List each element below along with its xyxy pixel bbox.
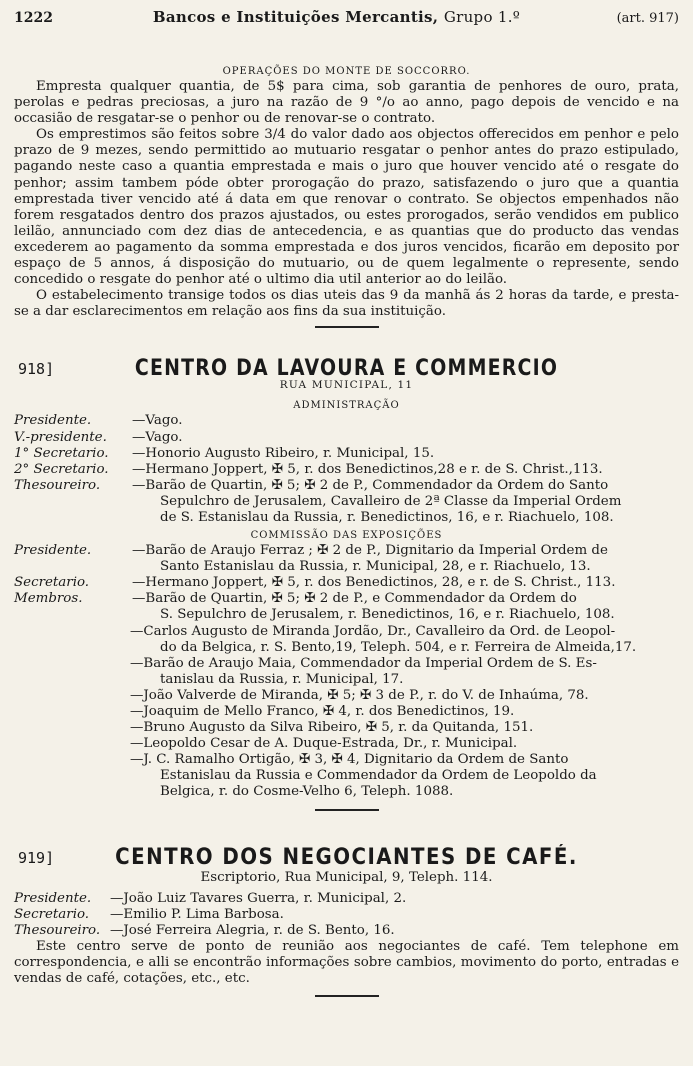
admin-label: ADMINISTRAÇÃO bbox=[293, 400, 400, 412]
section-title: CENTRO DA LAVOURA E COMMERCIO bbox=[134, 356, 559, 382]
officer-row: Presidente. —João Luiz Tavares Guerra, r. Municipal, 2. bbox=[14, 890, 407, 906]
member-line: —Leopoldo Cesar de A. Duque-Estrada, Dr., r. Municipal. bbox=[130, 736, 518, 752]
section-number: 919] bbox=[18, 848, 55, 867]
member-line: —Carlos Augusto de Miranda Jordão, Dr., Cavalleiro da Ord. de Leopol- bbox=[130, 623, 616, 639]
member-line: —Joaquim de Mello Franco, ✠ 4, r. dos Benedictinos, 19. bbox=[130, 704, 515, 719]
header-group: Grupo 1.º bbox=[443, 8, 521, 26]
section-divider bbox=[315, 809, 379, 811]
section-918-head bbox=[14, 356, 679, 396]
continuation-line: Estanislau da Russia e Commendador da Ordem de Leopoldo da bbox=[160, 768, 597, 784]
running-header bbox=[14, 8, 679, 34]
page-number: 1222 bbox=[14, 10, 53, 26]
officer-row: Thesoureiro. —Barão de Quartin, ✠ 5; ✠ 2 de P., Commendador da Ordem do Santo bbox=[14, 477, 609, 493]
member-line: —Barão de Araujo Maia, Commendador da Imperial Ordem de S. Es- bbox=[130, 655, 597, 671]
officer-row: Thesoureiro. —José Ferreira Alegria, r. de S. Bento, 16. bbox=[14, 922, 395, 938]
continuation-line: do da Belgica, r. S. Bento,19, Teleph. 504, e r. Ferreira de Almeida,17. bbox=[160, 639, 637, 655]
member-line: —João Valverde de Miranda, ✠ 5; ✠ 3 de P., r. do V. de Inhaúma, 78. bbox=[130, 687, 589, 703]
section-address: Escriptorio, Rua Municipal, 9, Teleph. 114. bbox=[200, 869, 493, 885]
officer-row: Presidente. —Vago. bbox=[14, 413, 183, 429]
continuation-line: Sepulchro de Jerusalem, Cavalleiro de 2ª Classe da Imperial Ordem bbox=[160, 493, 622, 509]
officer-row: 2° Secretario. —Hermano Joppert, ✠ 5, r. dos Benedictinos,28 e r. de S. Christ.,113. bbox=[14, 461, 603, 477]
section-number: 918] bbox=[18, 360, 55, 379]
commission-label: COMMISSÃO DAS EXPOSIÇÕES bbox=[250, 530, 443, 542]
monte-paragraph-3: O estabelecimento transige todos os dias uteis das 9 da manhã ás 2 horas da tarde, e presta-se a dar esclarecimentos em relação aos fins da sua instituição. bbox=[14, 288, 679, 320]
section-divider bbox=[315, 995, 379, 997]
monte-paragraph-2: Os emprestimos são feitos sobre 3/4 do valor dado aos objectos offerecidos em penhor e pelo prazo de 9 mezes, sendo permittido ao mutuario resgatar o penhor antes do prazo estipulado, pagando neste caso a quantia emprestada e mais o juro que houver vencido até o resgate do penhor; assim tambem póde obter prorogação do prazo, satisfazendo o juro que a quantia emprestada tiver vencido até á data em que renovar o contrato. Se objectos empenhados não forem resgatados dentro dos prazos ajustados, ou estes prorogados, serão vendidos em publico leilão, annunciado com dez dias de antecedencia, e as quantias que do producto das vendas excederem ao pagamento da somma emprestada e dos juros vencidos, ficarão em deposito por espaço de 5 annos, á disposição do mutuario, ou de quem legalmente o represente, sendo concedido o resgate do penhor até o ultimo dia util anterior ao do leilão. bbox=[14, 127, 679, 288]
continuation-line: Santo Estanislau da Russia, r. Municipal, 28, e r. Riachuelo, 13. bbox=[160, 559, 591, 575]
header-title: Bancos e Instituições Mercantis, Grupo 1.º bbox=[152, 8, 521, 26]
monte-paragraph-1: Empresta qualquer quantia, de 5$ para cima, sob garantia de penhores de ouro, prata, perolas e pedras preciosas, a juro na razão de 9 °/o ao anno, pago depois de vencido e na occasião de resgatar-se o penhor ou de renovar-se o contrato. bbox=[14, 79, 679, 127]
continuation-line: tanislau da Russia, r. Municipal, 17. bbox=[160, 671, 404, 687]
officer-row: Secretario. —Hermano Joppert, ✠ 5, r. dos Benedictinos, 28, e r. de S. Christ., 113. bbox=[14, 575, 616, 591]
officer-row: Membros. —Barão de Quartin, ✠ 5; ✠ 2 de P., e Commendador da Ordem do bbox=[14, 591, 577, 607]
section-919-head bbox=[14, 845, 679, 887]
officer-row: V.-presidente. —Vago. bbox=[14, 429, 183, 445]
continuation-line: S. Sepulchro de Jerusalem, r. Benedictinos, 16, e r. Riachuelo, 108. bbox=[160, 607, 615, 623]
continuation-line: Belgica, r. do Cosme-Velho 6, Teleph. 1088. bbox=[160, 784, 454, 800]
document-page bbox=[14, 8, 679, 997]
member-line: —J. C. Ramalho Ortigão, ✠ 3, ✠ 4, Dignitario da Ordem de Santo bbox=[130, 752, 569, 768]
monte-subtitle: OPERAÇÕES DO MONTE DE SOCCORRO. bbox=[222, 66, 471, 77]
section-919-text: Este centro serve de ponto de reunião aos negociantes de café. Tem telephone em correspondencia, e alli se encontrão informações sobre cambios, movimento do porto, entradas e vendas de café, cotações, etc., etc. bbox=[14, 938, 679, 987]
officer-row: Presidente. —Barão de Araujo Ferraz ; ✠ 2 de P., Dignitario da Imperial Ordem de bbox=[14, 543, 608, 559]
continuation-line: de S. Estanislau da Russia, r. Benedictinos, 16, e r. Riachuelo, 108. bbox=[160, 509, 614, 525]
header-article: (art. 917) bbox=[616, 11, 679, 26]
section-title: CENTRO DOS NEGOCIANTES DE CAFÉ. bbox=[115, 844, 578, 870]
officer-row: 1° Secretario. —Honorio Augusto Ribeiro, r. Municipal, 15. bbox=[14, 445, 435, 461]
section-divider bbox=[315, 326, 379, 328]
member-line: —Bruno Augusto da Silva Ribeiro, ✠ 5, r. da Quitanda, 151. bbox=[130, 720, 534, 736]
officer-row: Secretario. —Emilio P. Lima Barbosa. bbox=[14, 906, 284, 922]
section-address: RUA MUNICIPAL, 11 bbox=[279, 379, 414, 392]
